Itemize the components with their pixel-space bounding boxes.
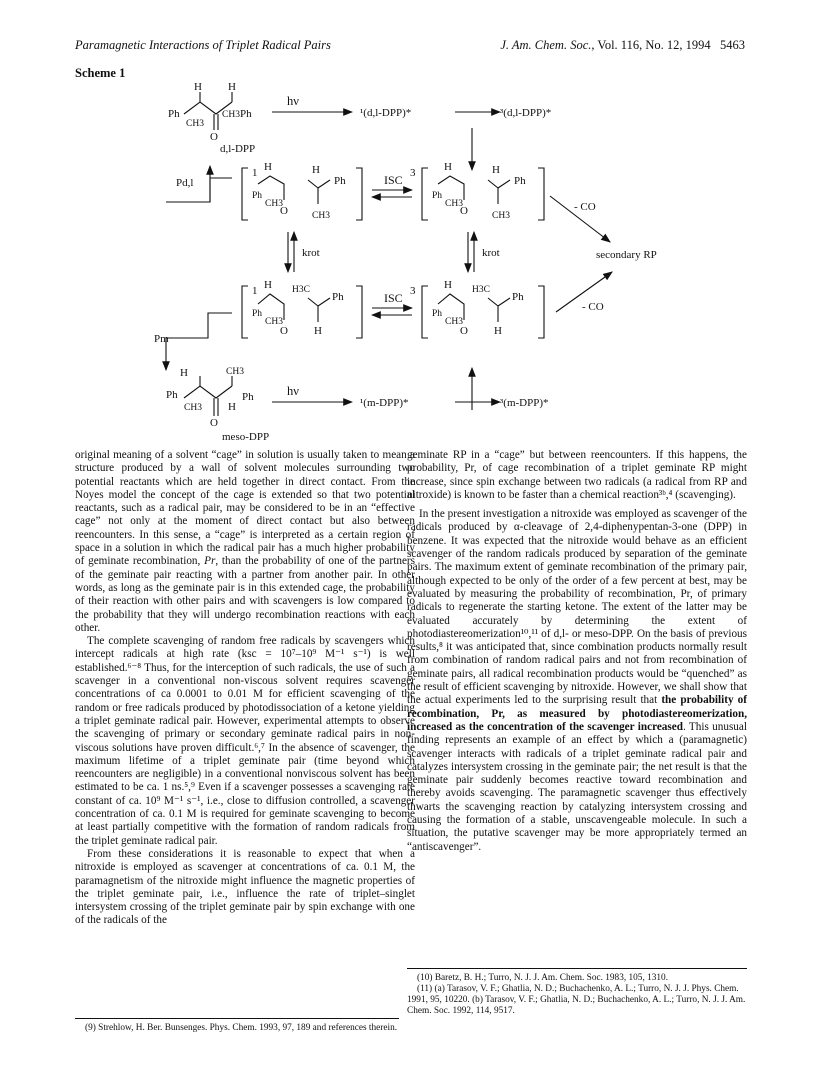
svg-text:H: H bbox=[228, 81, 236, 93]
singlet-meso: ¹(m-DPP)* bbox=[360, 397, 409, 409]
svg-text:Ph: Ph bbox=[252, 191, 263, 201]
svg-text:Ph: Ph bbox=[432, 309, 443, 319]
secondary-rp: secondary RP bbox=[596, 249, 657, 261]
svg-text:Ph: Ph bbox=[512, 291, 524, 303]
svg-text:CH3: CH3 bbox=[184, 403, 202, 413]
svg-text:Ph: Ph bbox=[252, 309, 263, 319]
meso-dpp-name: meso-DPP bbox=[222, 431, 270, 443]
scheme-label: Scheme 1 bbox=[75, 66, 126, 80]
right-footnotes bbox=[407, 968, 747, 1017]
svg-text:O: O bbox=[210, 417, 218, 429]
svg-text:CH3: CH3 bbox=[445, 199, 463, 209]
svg-text:CH3: CH3 bbox=[186, 119, 204, 129]
header-citation bbox=[500, 38, 745, 53]
svg-text:H: H bbox=[264, 161, 272, 173]
svg-text:Ph: Ph bbox=[240, 108, 252, 120]
p-dl: Pd,l bbox=[176, 177, 194, 189]
svg-text:Ph: Ph bbox=[166, 389, 178, 401]
minus-co-bottom: - CO bbox=[582, 301, 604, 313]
left-paragraph-2: The complete scavenging of random free radicals by scavengers which intercept radicals at high rate (ksc = 10⁷–10⁹ M⁻¹ s⁻¹) is well established.⁶⁻⁸ Thus, for the interception of such radicals, the use of such a scavenger in a conventional non-viscous solvent requires scavenger concentrations of ca 0.0001 to 0.01 M for efficient scavenging of the random or free radicals produced by photodissociation of a ketone yielding a triplet geminate radical pair. However, experimental attempts to observe the scavenging of primary or secondary geminate radical pairs in non-viscous solutions have proven difficult.⁶,⁷ In the absence of scavenger, the maximum lifetime of a triplet geminate pair (time beyond which reencounters are negligible) in a conventional nonviscous solvent has been estimated to be ca. 1 ns.⁵,⁹ Even if a scavenger possesses a scavenging rate constant of ca. 10⁹ M⁻¹ s⁻¹, i.e., close to diffusion controlled, a scavenger concentration of ca. 0.1 M is required for geminate scavenging to become at least partially competitive with the formation of random radicals from the triplet geminate radical pair. bbox=[75, 635, 415, 847]
svg-text:H: H bbox=[492, 164, 500, 176]
svg-text:H3C: H3C bbox=[472, 285, 490, 295]
krot-left: krot bbox=[302, 247, 320, 259]
svg-text:H: H bbox=[444, 161, 452, 173]
svg-text:3: 3 bbox=[410, 167, 416, 179]
svg-text:Ph: Ph bbox=[168, 108, 180, 120]
svg-text:H: H bbox=[228, 401, 236, 413]
svg-text:hν: hν bbox=[287, 384, 299, 398]
p-m: Pm bbox=[154, 333, 169, 345]
svg-text:Ph: Ph bbox=[332, 291, 344, 303]
journal-volume: Vol. 116, No. 12, 1994 bbox=[597, 38, 711, 52]
right-paragraph-2: In the present investigation a nitroxide was employed as scavenger of the radicals produced by α-cleavage of 2,4-diphenypentan-3-one (DPP) in benzene. It was expected that the nitroxide would behave as an efficient scavenger of the random radicals produced by separation of the geminate pairs. The maximum extent of geminate recombination of the primary pair, although expected to be only of the order of a few percent at best, may be evaluated by measuring the probability of recombination, Pr, of primary radicals to regenerate the starting ketone. The extent of the latter may be evaluated accurately by determining the extent of photodiastereomerization¹⁰,¹¹ of d,l- or meso-DPP. On the basis of previous results,⁸ it was anticipated that, since combination products normally result from combination of random radical pairs and not from recombination of geminate pairs, all radical recombination products would be “quenched” as the result of efficient scavenging by nitroxide. However, we shall show that the actual experiments led to the surprising result that the probability of recombination, Pr, as measured by photodiastereomerization, increased as the concentration of the scavenger increased. This unusual finding represents an example of an effect by which a (paramagnetic) scavenger interacts with radicals of a triplet geminate radical pair and catalyzes intersystem crossing in the geminate pair; the net result is that the geminate pair suddenly becomes reactive toward recombination and thereby avoids scavenging. The paramagnetic scavenger thus effectively thwarts the scavenging reaction by catalyzing intersystem crossing and causing the formation of a stable, unscavengeable molecule. In such a situation, the putative scavenger may be more appropriately termed an “antiscavenger”. bbox=[407, 508, 747, 853]
page-number: 5463 bbox=[720, 38, 745, 52]
svg-text:CH3: CH3 bbox=[265, 317, 283, 327]
footnote-11: (11) (a) Tarasov, V. F.; Ghatlia, N. D.; Buchachenko, A. L.; Turro, N. J. J. Phys. Chem. 1991, 95, 10220. (b) Tarasov, V. F.; Ghatlia, N. D.; Buchachenko, A. L.; Turro, N. J. J. Am. Chem. Soc. 1992, 114, 9517. bbox=[407, 984, 746, 1016]
svg-text:Ph: Ph bbox=[432, 191, 443, 201]
krot-right: krot bbox=[482, 247, 500, 259]
meso-dpp-bonds bbox=[184, 386, 232, 398]
svg-text:ISC: ISC bbox=[384, 291, 403, 305]
svg-text:3: 3 bbox=[410, 285, 416, 297]
right-paragraph-1: geminate RP in a “cage” but between reencounters. If this happens, the probability, Pr, of cage recombination of a triplet geminate RP might increase, since spin exchange between two radicals (a radical from RP and nitroxide) is known to be faster than a chemical reaction³ᵇ,⁴ (scavenging). bbox=[407, 449, 747, 501]
svg-text:H: H bbox=[180, 367, 188, 379]
svg-text:H: H bbox=[264, 279, 272, 291]
singlet-dl: ¹(d,l-DPP)* bbox=[360, 107, 412, 119]
left-column bbox=[75, 449, 415, 928]
running-header bbox=[75, 38, 745, 56]
left-paragraph-3: From these considerations it is reasonable to expect that when a nitroxide is employed as scavenger at concentrations of ca. 0.1 M, the paramagnetism of the nitroxide might influence the magnetic properties of the triplet geminate pair, i.e., influence the rate of triplet–singlet intersystem crossing of the triplet geminate pair by spin exchange with one of the radicals of the bbox=[75, 847, 415, 927]
reaction-scheme bbox=[0, 80, 820, 450]
svg-text:CH3: CH3 bbox=[226, 367, 244, 377]
svg-text:CH3: CH3 bbox=[492, 211, 510, 221]
left-footnotes bbox=[75, 1018, 399, 1034]
triplet-meso: ³(m-DPP)* bbox=[500, 397, 549, 409]
svg-text:1: 1 bbox=[252, 167, 258, 179]
footnote-9: (9) Strehlow, H. Ber. Bunsenges. Phys. Chem. 1993, 97, 189 and references therein. bbox=[85, 1023, 398, 1033]
svg-text:H: H bbox=[312, 164, 320, 176]
svg-text:H: H bbox=[194, 81, 202, 93]
left-paragraph-1: original meaning of a solvent “cage” in solution is usually taken to mean a structure produced by a wall of solvent molecules surrounding two potential reactants which are held together in direct contact. From the Noyes model the concept of the cage is extended so that two potential reactants, such as a radical pair, may be considered to be in an “effective cage” not only at the moment of direct contact but also between reencounters. In this sense, a “cage” is interpreted as a certain region of space in a solution in which the radical pair has a much higher probability of geminate recombination, Pr, than the probability of one of the partners of the geminate pair reacting with a partner from another pair. In other words, as long as the geminate pair is in this extended cage, the probability of their reaction with other pairs and with scavengers is low compared to the probability that they will undergo recombination reactions with each other. bbox=[75, 449, 415, 634]
dl-dpp-name: d,l-DPP bbox=[220, 143, 256, 155]
svg-text:H: H bbox=[444, 279, 452, 291]
svg-text:CH3: CH3 bbox=[445, 317, 463, 327]
svg-text:ISC: ISC bbox=[384, 173, 403, 187]
svg-text:Ph: Ph bbox=[242, 391, 254, 403]
svg-text:CH3: CH3 bbox=[265, 199, 283, 209]
svg-text:O: O bbox=[460, 205, 468, 217]
svg-text:Ph: Ph bbox=[514, 175, 526, 187]
key-finding: the probability of recombination, Pr, as measured by photodiastereomerization, increased as the concentration of the scavenger increased bbox=[407, 694, 747, 733]
svg-text:O: O bbox=[280, 205, 288, 217]
svg-text:H3C: H3C bbox=[292, 285, 310, 295]
minus-co-top: - CO bbox=[574, 201, 596, 213]
svg-text:1: 1 bbox=[252, 285, 258, 297]
svg-text:CH3: CH3 bbox=[312, 211, 330, 221]
svg-text:H: H bbox=[314, 325, 322, 337]
journal-name: J. Am. Chem. Soc., bbox=[500, 38, 595, 52]
header-title: Paramagnetic Interactions of Triplet Radical Pairs bbox=[75, 38, 331, 52]
svg-text:O: O bbox=[460, 325, 468, 337]
right-column bbox=[407, 449, 747, 854]
svg-text:Ph: Ph bbox=[334, 175, 346, 187]
svg-text:O: O bbox=[210, 131, 218, 143]
svg-text:H: H bbox=[494, 325, 502, 337]
svg-text:CH3: CH3 bbox=[222, 110, 240, 120]
svg-text:O: O bbox=[280, 325, 288, 337]
triplet-dl: ³(d,l-DPP)* bbox=[500, 107, 552, 119]
footnote-10: (10) Baretz, B. H.; Turro, N. J. J. Am. Chem. Soc. 1983, 105, 1310. bbox=[417, 973, 669, 983]
svg-text:hν: hν bbox=[287, 94, 299, 108]
